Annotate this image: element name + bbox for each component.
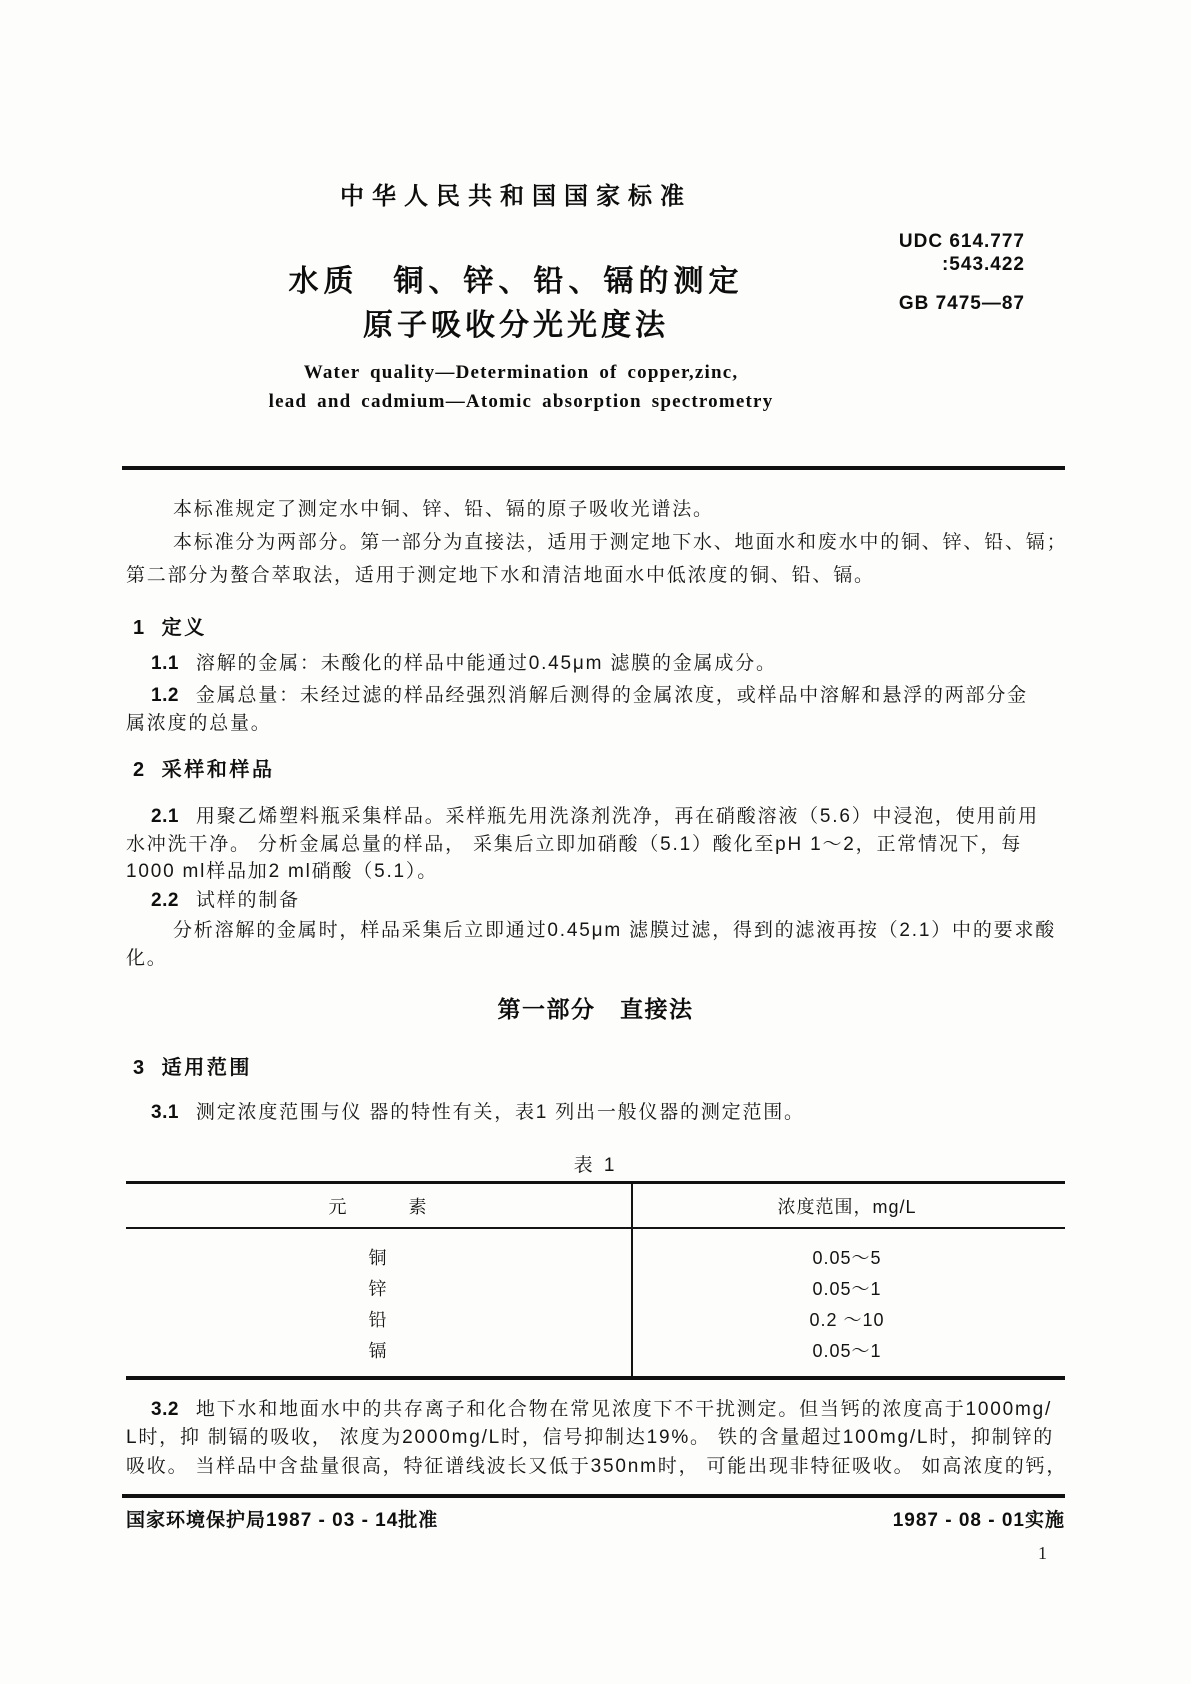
section-2-heading xyxy=(126,753,275,782)
clause-2-2-line-2: 化。 xyxy=(126,948,168,969)
section-3-heading xyxy=(126,1051,252,1080)
range-cell: 0.05～1 xyxy=(812,1278,882,1299)
clause-2-2-number: 2.2 xyxy=(151,890,179,911)
table-1-column-divider xyxy=(631,1184,633,1376)
clause-1-2-text: 金属总量：未经过滤的样品经强烈消解后测得的金属浓度，或样品中溶解和悬浮的两部分金 xyxy=(195,685,1028,706)
doc-title-cn-line1: 水质 铜、锌、铅、镉的测定 xyxy=(288,265,744,298)
clause-2-1-number: 2.1 xyxy=(151,806,179,827)
standard-category-label: 中华人民共和国国家标准 xyxy=(340,183,692,210)
doc-title-cn-line2: 原子吸收分光光度法 xyxy=(363,309,669,342)
clause-2-1-text: 用聚乙烯塑料瓶采集样品。采样瓶先用洗涤剂洗净，再在硝酸溶液（5.6）中浸泡，使用前用 xyxy=(195,806,1039,827)
clause-3-2-line-1 xyxy=(126,1394,1052,1421)
clause-3-2-number: 3.2 xyxy=(151,1399,179,1420)
udc-number xyxy=(860,230,1025,276)
header-divider-rule xyxy=(122,466,1065,470)
element-cell: 镉 xyxy=(368,1340,389,1361)
section-3-title: 适用范围 xyxy=(161,1057,253,1079)
section-3-number: 3 xyxy=(133,1057,145,1079)
element-cell: 铅 xyxy=(368,1309,389,1330)
approval-authority-date: 国家环境保护局1987 - 03 - 14批准 xyxy=(126,1510,439,1531)
clause-2-1-line-2: 水冲洗干净。 分析金属总量的样品， 采集后立即加硝酸（5.1）酸化至pH 1～2，正常情况下，每 xyxy=(126,834,1023,855)
element-cell: 锌 xyxy=(368,1278,389,1299)
clause-2-1-line-1 xyxy=(126,801,1039,828)
clause-3-2-line-3: 吸收。 当样品中含盐量很高，特征谱线波长又低于350nm时， 可能出现非特征吸收。 如高浓度的钙， xyxy=(126,1456,1068,1477)
clause-2-2-heading xyxy=(126,885,300,912)
intro-line-1: 本标准规定了测定水中铜、锌、铅、镉的原子吸收光谱法。 xyxy=(173,499,714,520)
section-1-heading xyxy=(126,611,207,640)
element-cell: 铜 xyxy=(368,1247,389,1268)
clause-3-2-text: 地下水和地面水中的共存离子和化合物在常见浓度下不干扰测定。但当钙的浓度高于1000mg/ xyxy=(195,1399,1053,1420)
table-row-copper xyxy=(126,1241,1065,1272)
clause-3-1-text: 测定浓度范围与仪 器的特性有关，表1 列出一般仪器的测定范围。 xyxy=(195,1102,805,1123)
implementation-date: 1987 - 08 - 01实施 xyxy=(892,1510,1065,1531)
table-1-header-range: 浓度范围，mg/L xyxy=(777,1196,917,1217)
table-1 xyxy=(126,1181,1065,1380)
part-1-heading: 第一部分 直接法 xyxy=(497,996,694,1022)
table-1-caption: 表 1 xyxy=(573,1155,618,1176)
range-cell: 0.05～1 xyxy=(812,1340,882,1361)
section-1-title: 定义 xyxy=(161,617,207,639)
range-cell: 0.05～5 xyxy=(812,1247,882,1268)
clause-2-2-title: 试样的制备 xyxy=(195,890,300,911)
udc-number-line2: :543.422 xyxy=(941,254,1025,275)
clause-1-1-text: 溶解的金属：未酸化的样品中能通过0.45μm 滤膜的金属成分。 xyxy=(195,653,777,674)
table-1-header-row xyxy=(126,1184,1065,1229)
section-2-title: 采样和样品 xyxy=(161,759,275,781)
table-row-lead xyxy=(126,1303,1065,1334)
range-cell: 0.2 ～10 xyxy=(809,1309,885,1330)
clause-2-2-line-1: 分析溶解的金属时，样品采集后立即通过0.45μm 滤膜过滤，得到的滤液再按（2.1）中的要求酸 xyxy=(173,920,1057,941)
clause-3-1 xyxy=(126,1097,805,1124)
table-1-body xyxy=(126,1229,1065,1376)
section-2-number: 2 xyxy=(133,759,145,781)
clause-3-2-line-2: L时，抑 制镉的吸收， 浓度为2000mg/L时，信号抑制达19%。 铁的含量超过100mg/L时，抑制锌的 xyxy=(126,1427,1055,1448)
doc-title-en-line1: Water quality—Determination of copper,zinc, xyxy=(303,362,739,383)
clause-1-1-number: 1.1 xyxy=(151,653,179,674)
doc-title-en-line2: lead and cadmium—Atomic absorption spectrometry xyxy=(268,391,774,412)
clause-1-1 xyxy=(126,648,777,675)
intro-line-3: 第二部分为螯合萃取法，适用于测定地下水和清洁地面水中低浓度的铜、铅、镉。 xyxy=(126,565,875,586)
intro-line-2: 本标准分为两部分。第一部分为直接法，适用于测定地下水、地面水和废水中的铜、锌、铅、镉； xyxy=(173,532,1068,553)
standard-code: GB 7475—87 xyxy=(898,293,1025,314)
table-row-cadmium xyxy=(126,1334,1065,1365)
clause-2-1-line-3: 1000 ml样品加2 ml硝酸（5.1）。 xyxy=(126,861,439,882)
clause-1-2-number: 1.2 xyxy=(151,685,179,706)
clause-3-1-number: 3.1 xyxy=(151,1102,179,1123)
footer-divider-rule xyxy=(122,1494,1065,1498)
udc-number-line1: UDC 614.777 xyxy=(898,231,1025,252)
table-1-header-element: 元 素 xyxy=(328,1196,429,1217)
table-row-zinc xyxy=(126,1272,1065,1303)
clause-1-2-line-2: 属浓度的总量。 xyxy=(126,713,272,734)
section-1-number: 1 xyxy=(133,617,145,639)
page-number: 1 xyxy=(1038,1543,1047,1563)
clause-1-2-line-1 xyxy=(126,680,1028,707)
